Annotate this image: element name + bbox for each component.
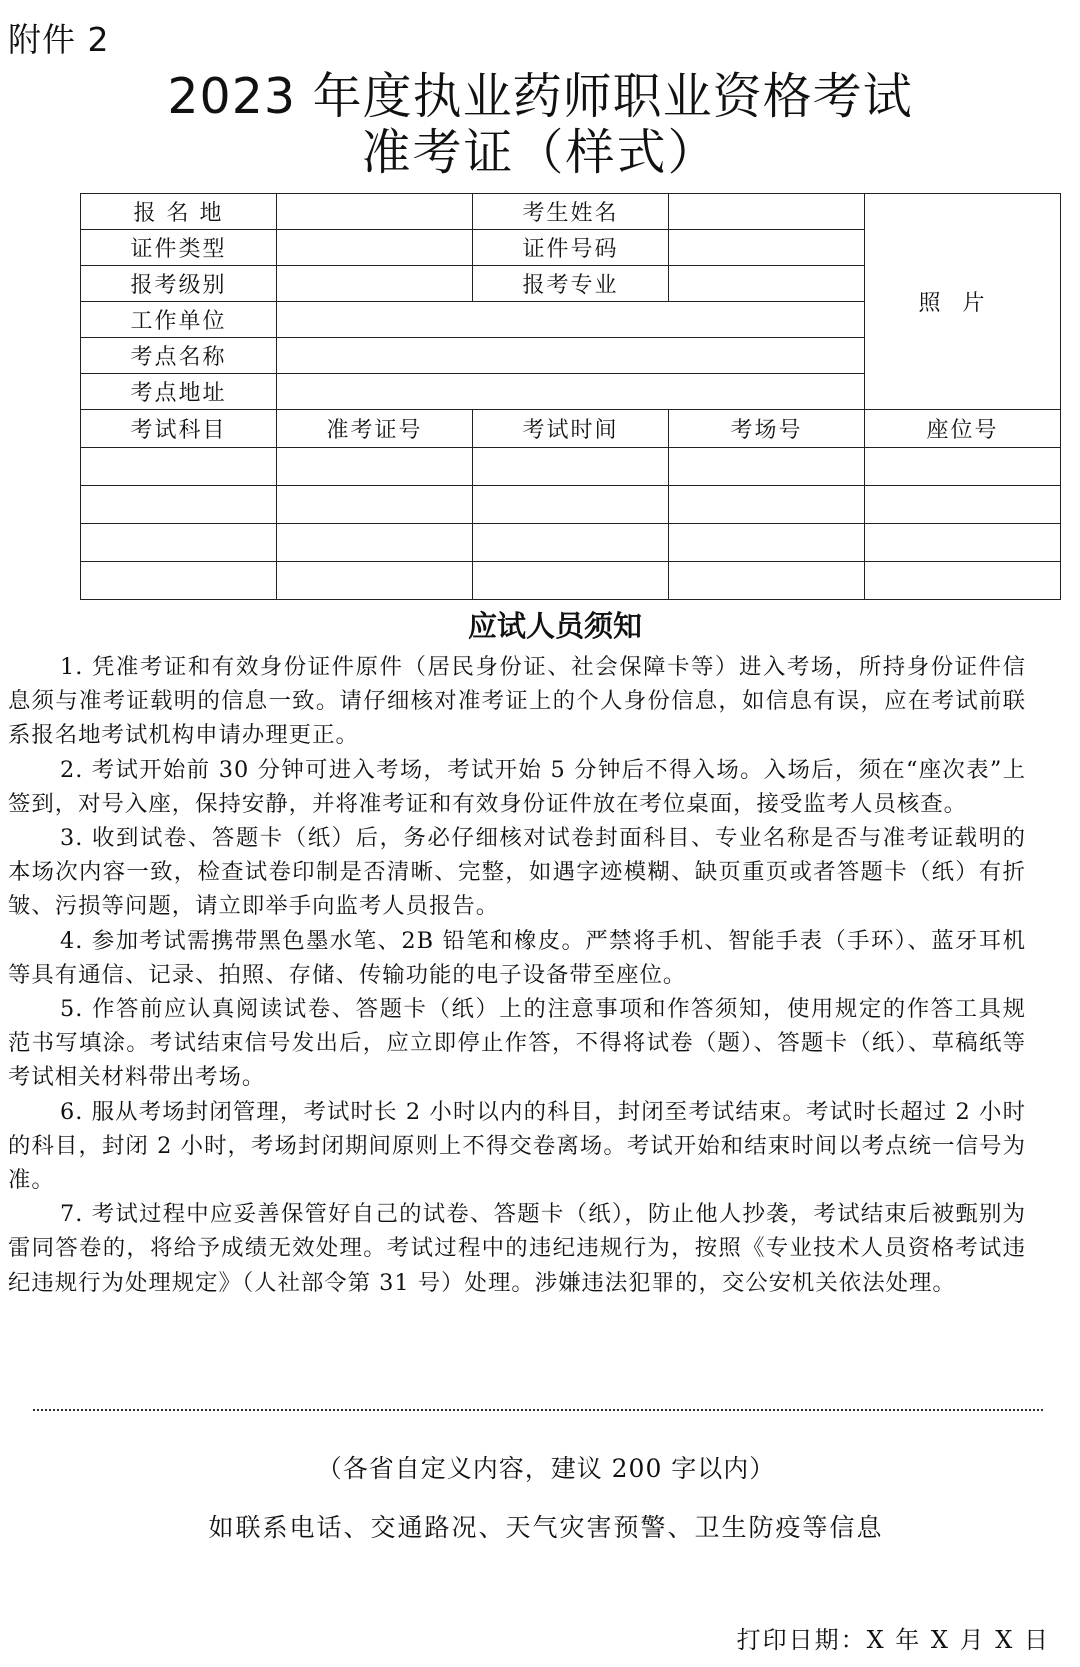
document-title: 2023 年度执业药师职业资格考试	[167, 68, 913, 125]
site-addr-value	[276, 374, 864, 410]
table-row	[81, 448, 1061, 486]
table-row	[81, 562, 1061, 600]
major-label: 报考专业	[472, 266, 668, 302]
custom-content-note: （各省自定义内容，建议 200 字以内）	[316, 1454, 776, 1483]
admission-ticket-table	[80, 193, 1061, 600]
print-date: 打印日期：X 年 X 月 X 日	[736, 1626, 1050, 1654]
notice-title: 应试人员须知	[467, 609, 642, 643]
id-type-label: 证件类型	[81, 230, 277, 266]
notice-item-2: 2. 考试开始前 30 分钟可进入考场，考试开始 5 分钟后不得入场。入场后，须在“座次表”上签到，对号入座，保持安静，并将准考证和有效身份证件放在考位桌面，接受监考人员核查。	[8, 756, 1026, 817]
document-subtitle: 准考证（样式）	[361, 124, 719, 181]
notice-item-6: 6. 服从考场封闭管理，考试时长 2 小时以内的科目，封闭至考试结束。考试时长超过 2 小时的科目，封闭 2 小时，考场封闭期间原则上不得交卷离场。考试开始和结束时间以考点统一信号为准。	[8, 1098, 1026, 1194]
name-label: 考生姓名	[472, 194, 668, 230]
workplace-value	[276, 302, 864, 338]
notice-item-4: 4. 参加考试需携带黑色墨水笔、2B 铅笔和橡皮。严禁将手机、智能手表（手环）、蓝牙耳机等具有通信、记录、拍照、存储、传输功能的电子设备带至座位。	[8, 927, 1026, 988]
level-value	[276, 266, 472, 302]
table-row	[81, 524, 1061, 562]
col-room-no: 考场号	[668, 410, 864, 448]
level-label: 报考级别	[81, 266, 277, 302]
notice-item-7: 7. 考试过程中应妥善保管好自己的试卷、答题卡（纸），防止他人抄袭，考试结束后被甄别为雷同答卷的，将给予成绩无效处理。考试过程中的违纪违规行为，按照《专业技术人员资格考试违纪违规行为处理规定》（人社部令第 31 号）处理。涉嫌违法犯罪的，交公安机关依法处理。	[8, 1201, 1026, 1296]
site-name-label: 考点名称	[81, 338, 277, 374]
table-row	[81, 486, 1061, 524]
site-name-value	[276, 338, 864, 374]
notice-item-1: 1. 凭准考证和有效身份证件原件（居民身份证、社会保障卡等）进入考场，所持身份证件信息须与准考证载明的信息一致。请仔细核对准考证上的个人身份信息，如信息有误，应在考试前联系报名地考试机构申请办理更正。	[8, 654, 1026, 749]
annex-label: 附件 2	[8, 20, 110, 59]
major-value	[668, 266, 864, 302]
custom-content-examples: 如联系电话、交通路况、天气灾害预警、卫生防疫等信息	[208, 1513, 884, 1542]
id-type-value	[276, 230, 472, 266]
col-ticket-no: 准考证号	[276, 410, 472, 448]
id-no-value	[668, 230, 864, 266]
notice-item-5: 5. 作答前应认真阅读试卷、答题卡（纸）上的注意事项和作答须知，使用规定的作答工具规范书写填涂。考试结束信号发出后，应立即停止作答，不得将试卷（题）、答题卡（纸）、草稿纸等考试相关材料带出考场。	[8, 996, 1026, 1091]
name-value	[668, 194, 864, 230]
col-exam-time: 考试时间	[472, 410, 668, 448]
reg-place-value	[276, 194, 472, 230]
notice-item-3: 3. 收到试卷、答题卡（纸）后，务必仔细核对试卷封面科目、专业名称是否与准考证载明的本场次内容一致，检查试卷印制是否清晰、完整，如遇字迹模糊、缺页重页或者答题卡（纸）有折皱、污损等问题，请立即举手向监考人员报告。	[8, 825, 1026, 920]
site-addr-label: 考点地址	[81, 374, 277, 410]
id-no-label: 证件号码	[472, 230, 668, 266]
notice-body	[8, 650, 1026, 1300]
reg-place-label: 报 名 地	[81, 194, 277, 230]
workplace-label: 工作单位	[81, 302, 277, 338]
dotted-divider	[33, 1409, 1043, 1411]
col-seat-no: 座位号	[864, 410, 1060, 448]
col-subject: 考试科目	[81, 410, 277, 448]
photo-box: 照片	[864, 194, 1060, 410]
